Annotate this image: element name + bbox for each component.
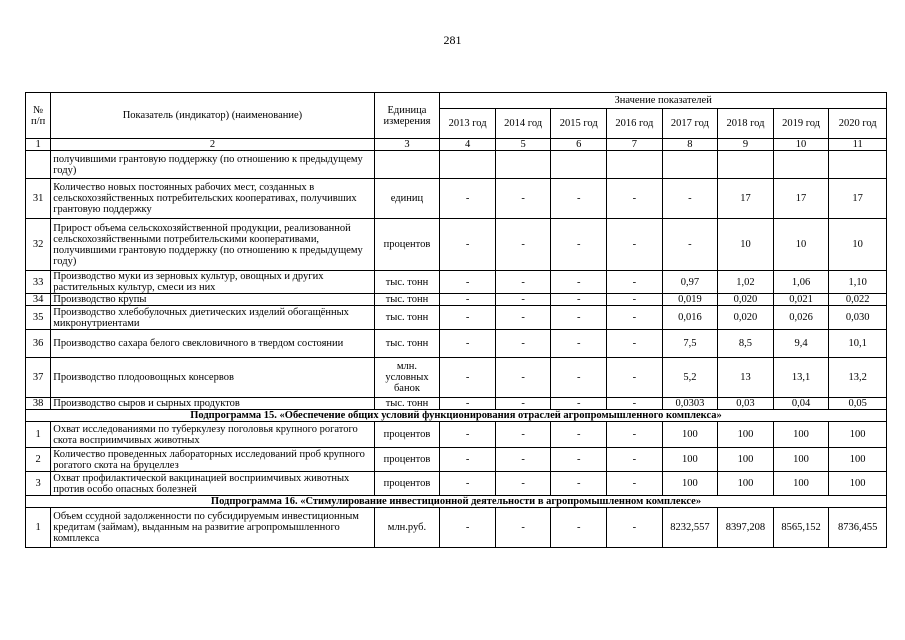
value-cell: 0,016 <box>662 306 718 330</box>
row-number: 1 <box>26 422 51 448</box>
value-cell: - <box>440 294 496 306</box>
row-number: 32 <box>26 219 51 271</box>
value-cell: - <box>551 448 607 472</box>
indicator-name: Количество проведенных лабораторных исследований проб крупного рогатого скота на бруцеллез <box>51 448 374 472</box>
column-number: 4 <box>440 139 496 151</box>
indicator-name: Производство плодоовощных консервов <box>51 358 374 398</box>
value-cell: - <box>551 422 607 448</box>
value-cell: - <box>495 306 551 330</box>
value-cell: - <box>607 448 663 472</box>
value-cell: 8397,208 <box>718 508 774 548</box>
value-cell: - <box>495 330 551 358</box>
value-cell: - <box>662 179 718 219</box>
header-year: 2015 год <box>551 109 607 139</box>
unit-of-measure: тыс. тонн <box>374 294 440 306</box>
indicator-name: Охват профилактической вакцинацией восприимчивых животных против особо опасных болезней <box>51 472 374 496</box>
value-cell: 0,020 <box>718 294 774 306</box>
indicator-name: Количество новых постоянных рабочих мест, созданных в сельскохозяйственных потребительских кооперативах, получивших грантовую поддержку <box>51 179 374 219</box>
value-cell: 100 <box>662 448 718 472</box>
value-cell: 1,10 <box>829 271 887 294</box>
value-cell: 0,019 <box>662 294 718 306</box>
value-cell: - <box>495 294 551 306</box>
value-cell: - <box>551 508 607 548</box>
row-number: 33 <box>26 271 51 294</box>
value-cell: - <box>440 422 496 448</box>
header-year: 2017 год <box>662 109 718 139</box>
value-cell: 8565,152 <box>773 508 829 548</box>
value-cell: - <box>551 330 607 358</box>
value-cell: 5,2 <box>662 358 718 398</box>
value-cell: 100 <box>773 448 829 472</box>
row-number: 1 <box>26 508 51 548</box>
value-cell: - <box>607 358 663 398</box>
value-cell: 7,5 <box>662 330 718 358</box>
header-year: 2019 год <box>773 109 829 139</box>
unit-of-measure: процентов <box>374 219 440 271</box>
table-row <box>26 508 887 548</box>
value-cell: 100 <box>718 448 774 472</box>
value-cell: 17 <box>718 179 774 219</box>
table-row <box>26 448 887 472</box>
column-number: 6 <box>551 139 607 151</box>
unit-of-measure: единиц <box>374 179 440 219</box>
unit-of-measure: тыс. тонн <box>374 330 440 358</box>
header-year: 2016 год <box>607 109 663 139</box>
value-cell: 0,97 <box>662 271 718 294</box>
value-cell: - <box>440 398 496 410</box>
row-number: 34 <box>26 294 51 306</box>
column-number: 7 <box>607 139 663 151</box>
value-cell: 13 <box>718 358 774 398</box>
row-number: 3 <box>26 472 51 496</box>
indicator-name: Охват исследованиями по туберкулезу поголовья крупного рогатого скота восприимчивых животных <box>51 422 374 448</box>
unit-of-measure: млн. условных банок <box>374 358 440 398</box>
column-number: 8 <box>662 139 718 151</box>
header-num: № п/п <box>26 93 51 139</box>
row-number: 36 <box>26 330 51 358</box>
value-cell: - <box>551 358 607 398</box>
subprogram-title: Подпрограмма 16. «Стимулирование инвестиционной деятельности в агропромышленном комплексе» <box>26 496 887 508</box>
value-cell: 0,030 <box>829 306 887 330</box>
column-number: 11 <box>829 139 887 151</box>
value-cell: 17 <box>829 179 887 219</box>
header-indicator: Показатель (индикатор) (наименование) <box>51 93 374 139</box>
value-cell: - <box>607 306 663 330</box>
value-cell: - <box>440 358 496 398</box>
header-values-group: Значение показателей <box>440 93 887 109</box>
row-number: 37 <box>26 358 51 398</box>
table-row <box>26 179 887 219</box>
value-cell: 0,026 <box>773 306 829 330</box>
value-cell: 0,021 <box>773 294 829 306</box>
value-cell: - <box>607 398 663 410</box>
value-cell: 10 <box>829 219 887 271</box>
indicator-name: Производство хлебобулочных диетических изделий обогащённых микронутриентами <box>51 306 374 330</box>
value-cell: - <box>662 219 718 271</box>
value-cell: 13,2 <box>829 358 887 398</box>
value-cell: 0,03 <box>718 398 774 410</box>
value-cell: - <box>551 472 607 496</box>
row-number: 38 <box>26 398 51 410</box>
table-row <box>26 358 887 398</box>
value-cell: 10 <box>773 219 829 271</box>
value-cell: - <box>607 294 663 306</box>
table-row <box>26 422 887 448</box>
value-cell: 100 <box>662 472 718 496</box>
column-number: 1 <box>26 139 51 151</box>
table-row <box>26 219 887 271</box>
header-year: 2014 год <box>495 109 551 139</box>
unit-of-measure: тыс. тонн <box>374 306 440 330</box>
column-number: 10 <box>773 139 829 151</box>
value-cell: - <box>440 179 496 219</box>
value-cell: - <box>551 219 607 271</box>
value-cell: 100 <box>718 422 774 448</box>
indicator-name: Производство сахара белого свекловичного в твердом состоянии <box>51 330 374 358</box>
value-cell: - <box>551 179 607 219</box>
header-year: 2013 год <box>440 109 496 139</box>
column-number: 9 <box>718 139 774 151</box>
value-cell: 100 <box>829 422 887 448</box>
value-cell: - <box>551 294 607 306</box>
header-unit: Единица измерения <box>374 93 440 139</box>
table-row <box>26 271 887 294</box>
value-cell: 100 <box>662 422 718 448</box>
value-cell: - <box>495 508 551 548</box>
value-cell: 8,5 <box>718 330 774 358</box>
indicator-name: Прирост объема сельскохозяйственной продукции, реализованной сельскохозяйственными потребительскими кооперативами, получившими грантовую поддержку (по отношению к предыдущему году) <box>51 219 374 271</box>
value-cell: - <box>607 271 663 294</box>
value-cell: 13,1 <box>773 358 829 398</box>
indicator-name: Производство муки из зерновых культур, овощных и других растительных культур, смеси из них <box>51 271 374 294</box>
value-cell: - <box>440 508 496 548</box>
column-number: 5 <box>495 139 551 151</box>
value-cell: - <box>551 271 607 294</box>
unit-of-measure: млн.руб. <box>374 508 440 548</box>
value-cell: - <box>440 472 496 496</box>
header-year: 2018 год <box>718 109 774 139</box>
value-cell: - <box>440 219 496 271</box>
column-number: 3 <box>374 139 440 151</box>
table-row <box>26 330 887 358</box>
value-cell: 17 <box>773 179 829 219</box>
value-cell: - <box>607 330 663 358</box>
value-cell: 1,02 <box>718 271 774 294</box>
value-cell: 100 <box>773 472 829 496</box>
value-cell: 100 <box>773 422 829 448</box>
value-cell: 100 <box>829 448 887 472</box>
value-cell: 100 <box>829 472 887 496</box>
table-row-continuation <box>26 151 887 179</box>
value-cell: - <box>495 358 551 398</box>
unit-of-measure: тыс. тонн <box>374 271 440 294</box>
value-cell: - <box>551 398 607 410</box>
value-cell: - <box>495 422 551 448</box>
table-row <box>26 398 887 410</box>
value-cell: - <box>440 330 496 358</box>
subprogram-title: Подпрограмма 15. «Обеспечение общих условий функционирования отраслей агропромышленного комплекса» <box>26 410 887 422</box>
value-cell: - <box>495 179 551 219</box>
row-number: 35 <box>26 306 51 330</box>
value-cell: - <box>440 306 496 330</box>
value-cell: 9,4 <box>773 330 829 358</box>
value-cell: - <box>607 422 663 448</box>
value-cell: - <box>440 271 496 294</box>
value-cell: 10,1 <box>829 330 887 358</box>
value-cell: 0,020 <box>718 306 774 330</box>
unit-of-measure: тыс. тонн <box>374 398 440 410</box>
value-cell: - <box>495 398 551 410</box>
value-cell: - <box>607 508 663 548</box>
subprogram-heading-row <box>26 410 887 422</box>
value-cell: - <box>495 219 551 271</box>
unit-of-measure: процентов <box>374 448 440 472</box>
value-cell: 10 <box>718 219 774 271</box>
header-year: 2020 год <box>829 109 887 139</box>
row-number: 31 <box>26 179 51 219</box>
table-row <box>26 472 887 496</box>
value-cell: - <box>440 448 496 472</box>
value-cell: - <box>495 448 551 472</box>
indicator-name: Производство крупы <box>51 294 374 306</box>
value-cell: - <box>495 472 551 496</box>
value-cell: 0,022 <box>829 294 887 306</box>
subprogram-heading-row <box>26 496 887 508</box>
table-row <box>26 306 887 330</box>
row-number: 2 <box>26 448 51 472</box>
indicator-name: получившими грантовую поддержку (по отношению к предыдущему году) <box>51 151 374 179</box>
column-number: 2 <box>51 139 374 151</box>
value-cell: - <box>551 306 607 330</box>
indicator-name: Производство сыров и сырных продуктов <box>51 398 374 410</box>
unit-of-measure: процентов <box>374 422 440 448</box>
unit-of-measure: процентов <box>374 472 440 496</box>
table-row <box>26 294 887 306</box>
value-cell: 1,06 <box>773 271 829 294</box>
value-cell: - <box>607 219 663 271</box>
value-cell: 0,05 <box>829 398 887 410</box>
value-cell: - <box>607 179 663 219</box>
value-cell: 0,0303 <box>662 398 718 410</box>
value-cell: - <box>607 472 663 496</box>
value-cell: 100 <box>718 472 774 496</box>
value-cell: 8232,557 <box>662 508 718 548</box>
value-cell: 0,04 <box>773 398 829 410</box>
value-cell: - <box>495 271 551 294</box>
indicators-table <box>25 92 887 548</box>
indicator-name: Объем ссудной задолженности по субсидируемым инвестиционным кредитам (займам), выданным на развитие агропромышленного комплекса <box>51 508 374 548</box>
value-cell: 8736,455 <box>829 508 887 548</box>
page-number: 281 <box>443 33 462 47</box>
